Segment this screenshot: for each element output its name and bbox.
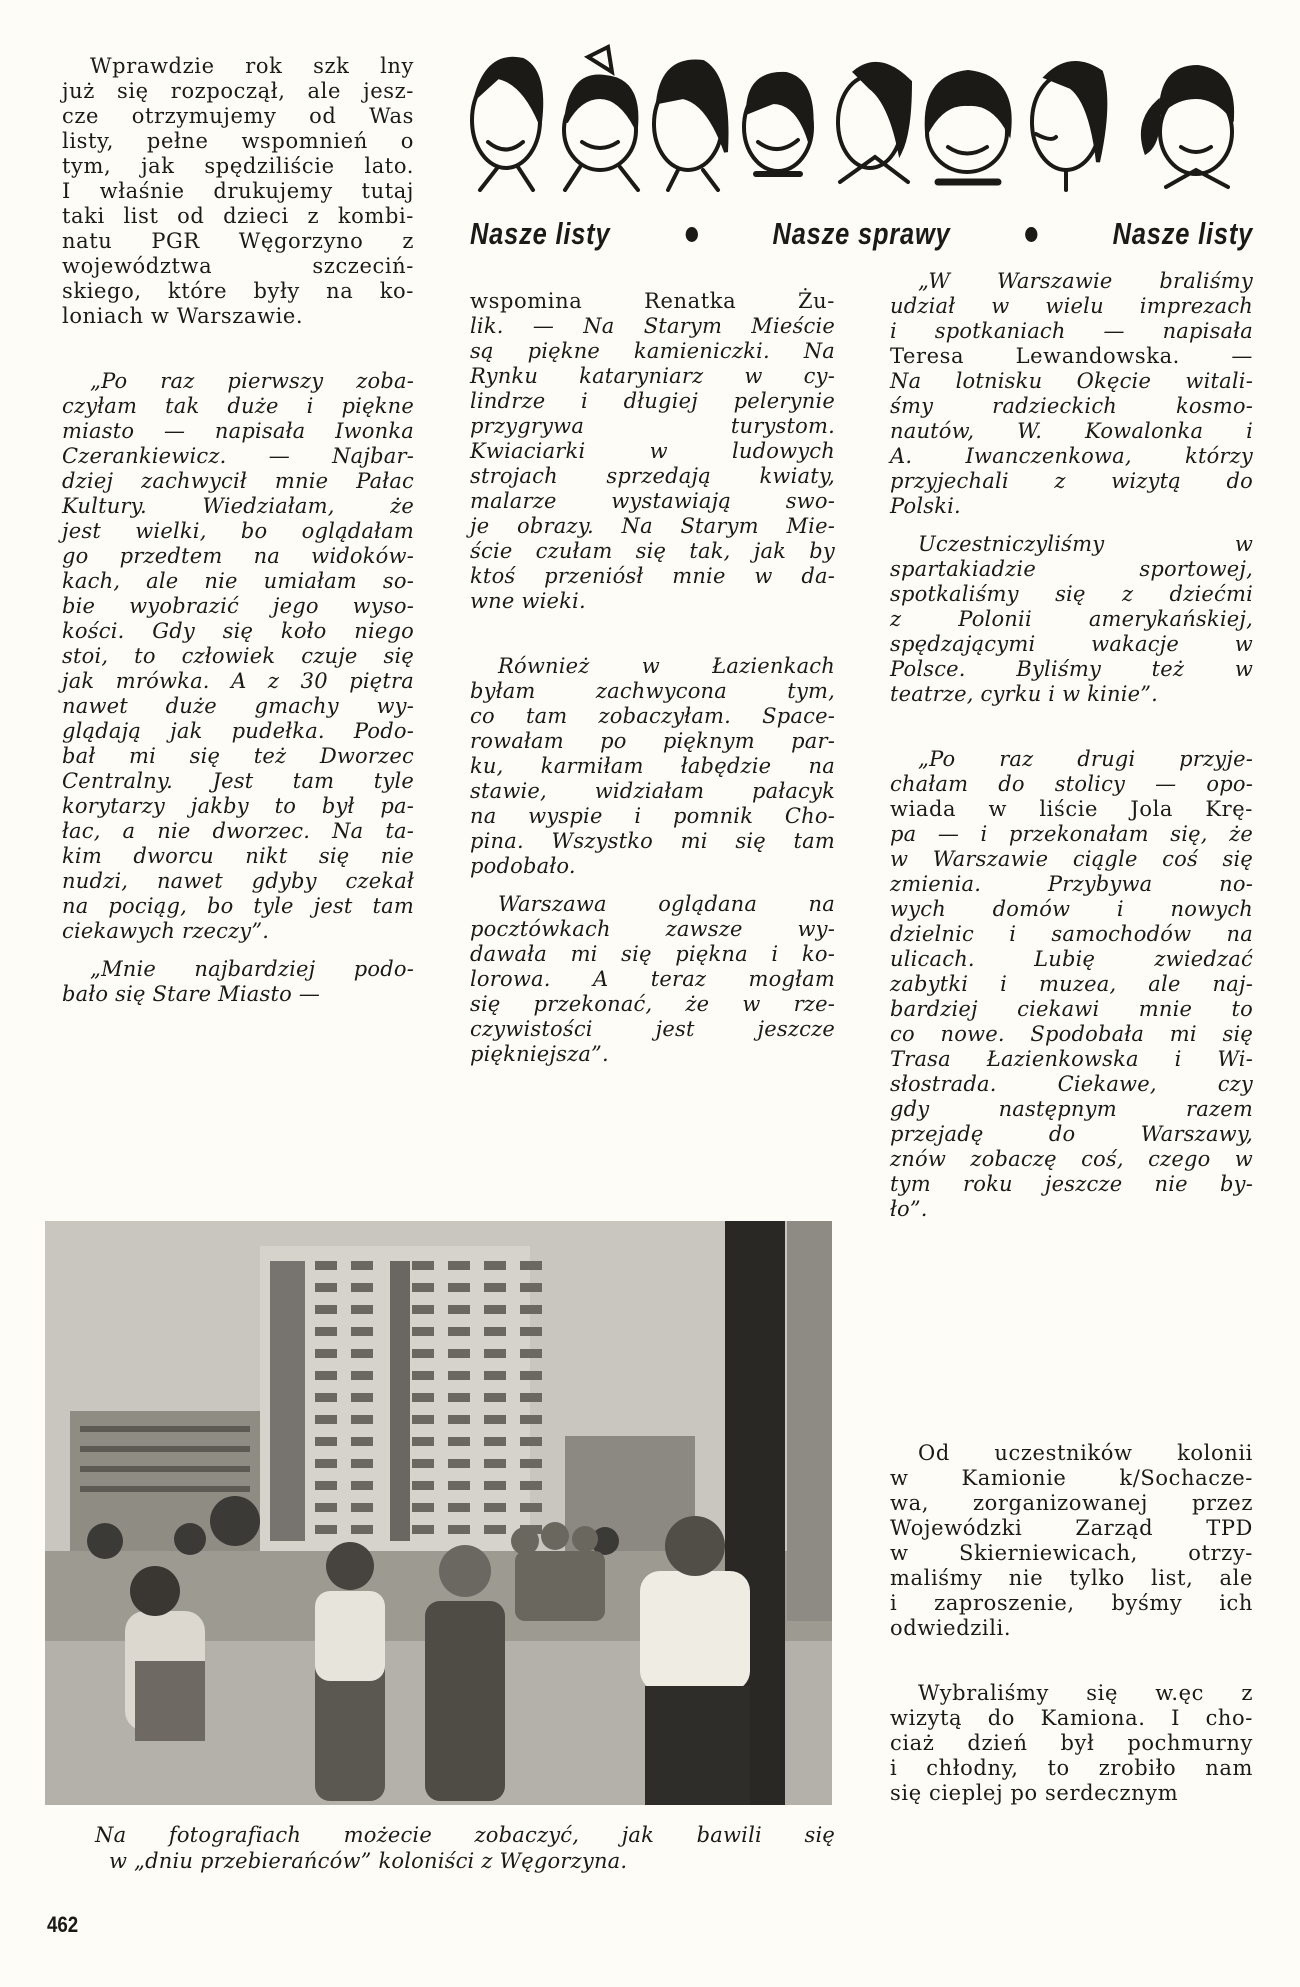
text-line: się przekonać, że w rze- [470, 992, 835, 1016]
text-line: bał mi się też Dworzec [62, 744, 414, 768]
window [520, 1283, 542, 1292]
text-line: znów zobaczę coś, czego w [890, 1147, 1253, 1171]
window [351, 1459, 373, 1468]
text-line: lik. — Na Starym Mieście [470, 314, 835, 338]
text-line: co nowe. Spodobała mi się [890, 1022, 1253, 1046]
text-line: wych domów i nowych [890, 897, 1253, 921]
bullet-icon [685, 227, 697, 242]
text-line: Wprawdzie rok szk lny [90, 54, 414, 78]
text-line: loniach w Warszawie. [62, 304, 304, 328]
paragraph [470, 654, 835, 879]
text-line: rowałam po pięknym par- [470, 729, 835, 753]
text-line: udział w wielu imprezach [890, 294, 1253, 318]
text-line: bie wyobrazić jego wyso- [62, 594, 414, 618]
text-line: strojach sprzedają kwiaty, [470, 464, 835, 488]
text-line: na pociąg, bo tyle jest tam [62, 894, 414, 918]
window [520, 1437, 542, 1446]
paragraph-gap [890, 519, 1253, 532]
text-line: Czerankiewicz. — Najbar- [62, 444, 414, 468]
window [520, 1305, 542, 1314]
text-line: skiego, które były na ko- [62, 279, 414, 303]
paragraph-gap [470, 614, 835, 654]
text-line: tym, jak spędziliście lato. [62, 154, 414, 178]
text-line: stoi, to człowiek czuje się [62, 644, 414, 668]
text-line: wa, zorganizowanej przez [890, 1491, 1253, 1515]
window [315, 1393, 337, 1402]
photo [45, 1221, 832, 1805]
text-line: pocztówkach zawsze wy- [470, 917, 835, 941]
text-line: maliśmy nie tylko list, ale [890, 1566, 1253, 1590]
paragraph [890, 532, 1253, 707]
paragraph [62, 54, 414, 329]
paragraph [62, 369, 414, 944]
window [315, 1481, 337, 1490]
window [351, 1261, 373, 1270]
text-line: lindrze i długiej pelerynie [470, 389, 835, 413]
text-line: „Mnie najbardziej podo- [90, 957, 414, 981]
window [520, 1261, 542, 1270]
window [484, 1349, 506, 1358]
text-line: czywistości jest jeszcze [470, 1017, 835, 1041]
window [315, 1349, 337, 1358]
window [520, 1503, 542, 1512]
text-line: Polski. [890, 494, 961, 518]
text-line: Warszawa oglądana na [498, 892, 835, 916]
window [351, 1371, 373, 1380]
paragraph [890, 269, 1253, 519]
text-line: Teresa Lewandowska. — [890, 344, 1253, 368]
window [315, 1525, 337, 1534]
photo-caption [95, 1822, 835, 1874]
text-line: ciekawych rzeczy”. [62, 919, 270, 943]
window [412, 1459, 434, 1468]
text-line: piękniejsza”. [470, 1042, 609, 1066]
window [448, 1525, 470, 1534]
text-line: Kwiaciarki w ludowych [470, 439, 835, 463]
window [520, 1481, 542, 1490]
face-2 [564, 47, 638, 190]
text-line: kim dworcu nikt się nie [62, 844, 414, 868]
text-line: ku, karmiłam łabędzie na [470, 754, 835, 778]
text-line: się cieplej po serdecznym [890, 1781, 1179, 1805]
window [351, 1503, 373, 1512]
text-line: lorowa. A teraz mogłam [470, 967, 835, 991]
text-line: w Skierniewicach, otrzy- [890, 1541, 1253, 1565]
text-line: listy, pełne wspomnień o [62, 129, 414, 153]
text-line: wspomina Renatka Żu- [470, 289, 835, 313]
window [315, 1459, 337, 1468]
right-column-continued [890, 1441, 1253, 1806]
text-line: przyjechali z wizytą do [890, 469, 1253, 493]
text-line: tym roku jeszcze nie by- [890, 1172, 1253, 1196]
text-line: podobało. [470, 854, 576, 878]
face-3 [654, 62, 727, 191]
text-line: natu PGR Węgorzyno z [62, 229, 414, 253]
text-line: Na lotnisku Okęcie witali- [890, 369, 1253, 393]
text-line: co tam zobaczyłam. Space- [470, 704, 835, 728]
window [448, 1393, 470, 1402]
window [315, 1305, 337, 1314]
window [315, 1327, 337, 1336]
text-line: jak mrówka. A z 30 piętra [62, 669, 414, 693]
text-line: malarze wystawiają swo- [470, 489, 835, 513]
text-line: A. Iwanczenkowa, którzy [890, 444, 1253, 468]
window [520, 1327, 542, 1336]
text-line: Od uczestników kolonii [918, 1441, 1253, 1465]
text-line: województwa szczeciń- [62, 254, 414, 278]
text-line: ktoś przeniósł mnie w da- [470, 564, 835, 588]
window [484, 1371, 506, 1380]
window [315, 1371, 337, 1380]
text-line: odwiedzili. [890, 1616, 1012, 1640]
text-line: przygrywa turystom. [470, 414, 835, 438]
window [351, 1525, 373, 1534]
banner-item-3: Nasze listy [1112, 216, 1254, 251]
text-line: zabytki i muzea, ale naj- [890, 972, 1253, 996]
face-8 [1143, 67, 1232, 187]
window [484, 1393, 506, 1402]
window [520, 1371, 542, 1380]
window [484, 1415, 506, 1424]
text-line: z Polonii amerykańskiej, [890, 607, 1253, 631]
middle-column [470, 289, 835, 1067]
photo-image [45, 1221, 832, 1805]
text-line: Rynku kataryniarz w cy- [470, 364, 835, 388]
text-line: przejadę do Warszawy, [890, 1122, 1253, 1146]
text-line: pa — i przekonałam się, że [890, 822, 1253, 846]
text-line: i zaproszenie, byśmy ich [890, 1591, 1253, 1615]
text-line: gdy następnym razem [890, 1097, 1253, 1121]
text-line: bało się Stare Miasto — [62, 982, 321, 1006]
text-line: nawet duże gmachy wy- [62, 694, 414, 718]
window [448, 1327, 470, 1336]
window [484, 1283, 506, 1292]
text-line: go przedtem na widoków- [62, 544, 414, 568]
text-line: chałam do stolicy — opo- [890, 772, 1253, 796]
paragraph-gap [470, 879, 835, 892]
text-line: I właśnie drukujemy tutaj [62, 179, 414, 203]
window [351, 1393, 373, 1402]
text-line: nudzi, nawet gdyby czekał [62, 869, 414, 893]
window [351, 1349, 373, 1358]
window [351, 1437, 373, 1446]
text-line: Polsce. Byliśmy też w [890, 657, 1253, 681]
text-line: Kultury. Wiedziałam, że [62, 494, 414, 518]
window [484, 1327, 506, 1336]
text-line: ciaż dzień był pochmurny [890, 1731, 1253, 1755]
window [412, 1305, 434, 1314]
text-line: śmy radzieckich kosmo- [890, 394, 1253, 418]
window [520, 1415, 542, 1424]
window [412, 1261, 434, 1270]
window [412, 1503, 434, 1512]
text-line: miasto — napisała Iwonka [62, 419, 414, 443]
window [484, 1437, 506, 1446]
window [448, 1481, 470, 1490]
window [351, 1327, 373, 1336]
page-number: 462 [47, 1912, 79, 1937]
window [412, 1437, 434, 1446]
text-line: dziej zachwycił mnie Pałac [62, 469, 414, 493]
text-line: wiada w liście Jola Krę- [890, 797, 1253, 821]
text-line: Centralny. Jest tam tyle [62, 769, 414, 793]
window [448, 1503, 470, 1512]
text-line: ście czułam się tak, jak by [470, 539, 835, 563]
text-line: i spotkaniach — napisała [890, 319, 1253, 343]
paragraph [890, 747, 1253, 1222]
window [520, 1459, 542, 1468]
window [412, 1481, 434, 1490]
window [520, 1349, 542, 1358]
face-4 [744, 74, 812, 174]
text-line: teatrze, cyrku i w kinie”. [890, 682, 1159, 706]
window [484, 1525, 506, 1534]
text-line: glądają jak pudełka. Podo- [62, 719, 414, 743]
text-line: są piękne kamieniczki. Na [470, 339, 835, 363]
right-column [890, 269, 1253, 1222]
text-line: ło”. [890, 1197, 928, 1221]
window [412, 1349, 434, 1358]
text-line: „Po raz pierwszy zoba- [90, 369, 414, 393]
window [484, 1481, 506, 1490]
text-line: byłam zachwycona tym, [470, 679, 835, 703]
window [412, 1415, 434, 1424]
window [448, 1283, 470, 1292]
text-line: czyłam tak duże i piękne [62, 394, 414, 418]
face-5 [838, 64, 910, 182]
window [315, 1261, 337, 1270]
paragraph [470, 289, 835, 614]
paragraph [890, 1441, 1253, 1641]
text-line: spędzającymi wakacje w [890, 632, 1253, 656]
text-line: dawała mi się piękna i ko- [470, 942, 835, 966]
text-line: „Po raz drugi przyje- [918, 747, 1253, 771]
text-line: Również w Łazienkach [498, 654, 835, 678]
text-line: kach, ale nie umiałam so- [62, 569, 414, 593]
text-line: Uczestniczyliśmy w [918, 532, 1253, 556]
paragraph [890, 1681, 1253, 1806]
text-line: łac, a nie dworzec. Na ta- [62, 819, 414, 843]
paragraph-gap [62, 329, 414, 369]
window [351, 1283, 373, 1292]
window [448, 1261, 470, 1270]
text-line: je obrazy. Na Starym Mie- [470, 514, 835, 538]
text-line: taki list od dzieci z kombi- [62, 204, 414, 228]
window [412, 1393, 434, 1402]
caption-line-1: Na fotografiach możecie zobaczyć, jak bawili się [95, 1823, 835, 1847]
text-line: Wojewódzki Zarząd TPD [890, 1516, 1253, 1540]
paragraph-gap [890, 707, 1253, 747]
text-line: i chłodny, to zrobiło nam [890, 1756, 1253, 1780]
text-line: dzielnic i samochodów na [890, 922, 1253, 946]
paragraph [470, 892, 835, 1067]
window [412, 1525, 434, 1534]
text-line: słostrada. Ciekawe, czy [890, 1072, 1253, 1096]
window [315, 1503, 337, 1512]
text-line: nautów, W. Kowalonka i [890, 419, 1253, 443]
text-line: stawie, widziałam pałacyk [470, 779, 835, 803]
window [448, 1437, 470, 1446]
window [448, 1371, 470, 1380]
text-line: bardziej ciekawi mnie to [890, 997, 1253, 1021]
window [448, 1305, 470, 1314]
window [412, 1327, 434, 1336]
text-line: Wybraliśmy się w.ęc z [918, 1681, 1253, 1705]
paragraph [62, 957, 414, 1007]
text-line: „W Warszawie braliśmy [918, 269, 1253, 293]
bullet-icon [1025, 227, 1037, 242]
text-line: już się rozpoczął, ale jesz- [62, 79, 414, 103]
banner-item-1: Nasze listy [470, 216, 611, 251]
window [484, 1503, 506, 1512]
text-line: spartakiadzie sportowej, [890, 557, 1253, 581]
window [351, 1305, 373, 1314]
window [484, 1459, 506, 1468]
text-line: ulicach. Lubię zwiedzać [890, 947, 1253, 971]
window [315, 1415, 337, 1424]
face-6 [927, 72, 1010, 182]
paragraph-gap [62, 944, 414, 957]
window [315, 1437, 337, 1446]
face-1 [472, 59, 541, 190]
window [351, 1415, 373, 1424]
window [448, 1349, 470, 1358]
text-line: w Warszawie ciągle coś się [890, 847, 1253, 871]
window [412, 1283, 434, 1292]
text-line: cze otrzymujemy od Was [62, 104, 414, 128]
text-line: Trasa Łazienkowska i Wi- [890, 1047, 1253, 1071]
window [448, 1459, 470, 1468]
window [484, 1305, 506, 1314]
text-line: wne wieki. [470, 589, 586, 613]
text-line: wizytą do Kamiona. I cho- [890, 1706, 1253, 1730]
text-line: zmienia. Przybywa no- [890, 872, 1253, 896]
window [315, 1283, 337, 1292]
children-faces-illustration [468, 42, 1258, 192]
face-7 [1032, 63, 1105, 190]
text-line: kości. Gdy się koło niego [62, 619, 414, 643]
banner-item-2: Nasze sprawy [772, 216, 951, 251]
caption-line-2: w „dniu przebierańców” koloniści z Węgorzyna. [109, 1849, 628, 1873]
text-line: jest wielki, bo oglądałam [62, 519, 414, 543]
paragraph-gap [890, 1641, 1253, 1681]
faces-drawing [468, 42, 1258, 192]
text-line: w Kamionie k/Sochacze- [890, 1466, 1253, 1490]
section-banner [470, 214, 1253, 254]
window [484, 1261, 506, 1270]
window [351, 1481, 373, 1490]
window [412, 1371, 434, 1380]
window [448, 1415, 470, 1424]
text-line: korytarzy jakby to był pa- [62, 794, 414, 818]
text-line: na wyspie i pomnik Cho- [470, 804, 835, 828]
text-line: spotkaliśmy się z dziećmi [890, 582, 1253, 606]
left-column [62, 54, 414, 1007]
text-line: pina. Wszystko mi się tam [470, 829, 835, 853]
window [520, 1393, 542, 1402]
